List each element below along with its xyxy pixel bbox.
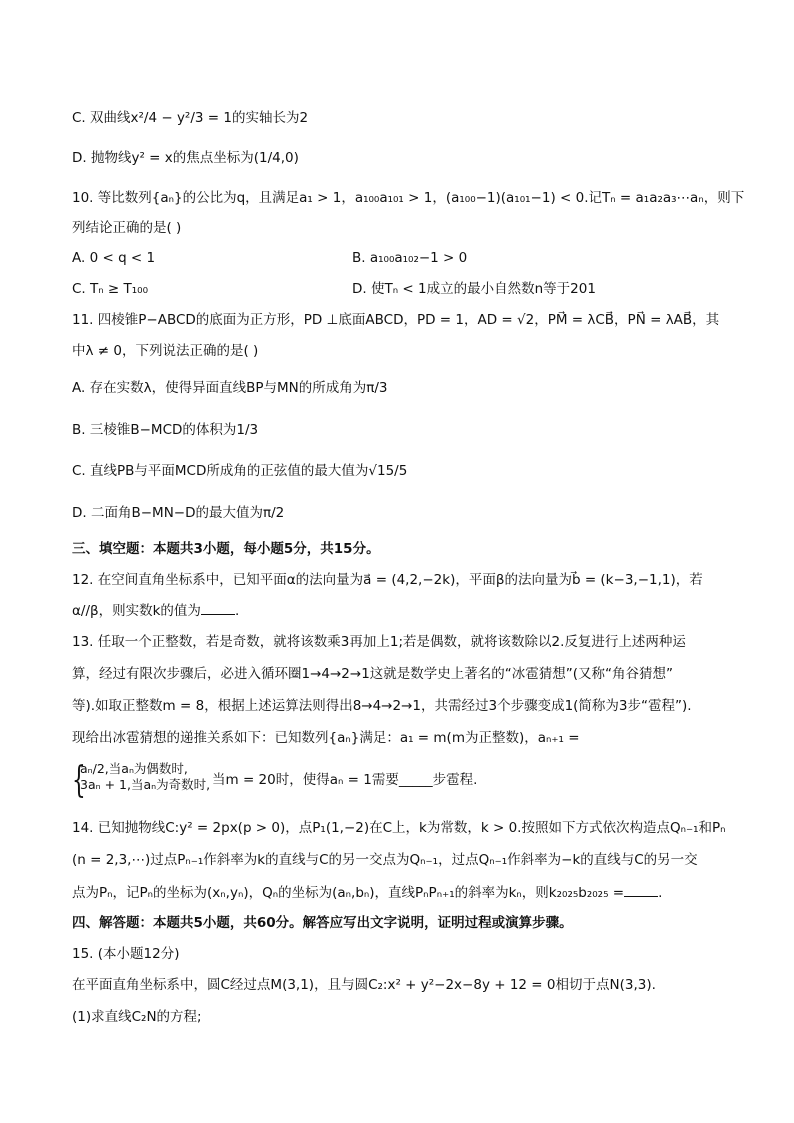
q10-option-a: A. 0 < q < 1: [72, 250, 156, 266]
q13-tail: 当m = 20时，使得aₙ = 1需要_____步雹程.: [212, 772, 478, 788]
q12-line1: 12. 在空间直角坐标系中，已知平面α的法向量为a⃗ = (4,2,−2k)，平面β的法向量为b⃗ = (k−3,−1,1)，若: [72, 572, 703, 588]
answer-blank[interactable]: [624, 882, 658, 897]
q11-option-d: D. 二面角B−MN−D的最大值为π/2: [72, 505, 285, 521]
q15-part1: (1)求直线C₂N的方程;: [72, 1009, 202, 1025]
q13-line3: 等).如取正整数m = 8，根据上述运算法则得出8→4→2→1，共需经过3个步骤变成1(简称为3步“雹程”).: [72, 698, 692, 714]
q10-stem-line1: 10. 等比数列{aₙ}的公比为q，且满足a₁ > 1，a₁₀₀a₁₀₁ > 1，(a₁₀₀−1)(a₁₀₁−1) < 0.记Tₙ = a₁a₂a₃⋯aₙ，则下: [72, 190, 745, 206]
q14-line1: 14. 已知抛物线C:y² = 2px(p > 0)，点P₁(1,−2)在C上，k为常数，k > 0.按照如下方式依次构造点Qₙ₋₁和Pₙ: [72, 820, 726, 836]
q14-line3: 点为Pₙ，记Pₙ的坐标为(xₙ,yₙ)，Qₙ的坐标为(aₙ,bₙ)，直线PₙPₙ₊₁的斜率为kₙ，则k₂₀₂₅b₂₀₂₅ = .: [72, 882, 734, 903]
q13-line1: 13. 任取一个正整数，若是奇数，就将该数乘3再加上1;若是偶数，就将该数除以2.反复进行上述两种运: [72, 634, 686, 650]
option-c-hyperbola: C. 双曲线x²/4 − y²/3 = 1的实轴长为2: [72, 110, 309, 126]
q10-option-b: B. a₁₀₀a₁₀₂−1 > 0: [352, 250, 468, 266]
q10-option-d: D. 使Tₙ < 1成立的最小自然数n等于201: [352, 281, 596, 297]
q12-line2: α//β，则实数k的值为 .: [72, 600, 734, 621]
answer-blank[interactable]: [201, 600, 235, 615]
q10-stem-line2: 列结论正确的是( ): [72, 220, 182, 236]
q12-text: α//β，则实数k的值为: [72, 603, 201, 619]
q14-line2: (n = 2,3,⋯)过点Pₙ₋₁作斜率为k的直线与C的另一交点为Qₙ₋₁，过点Qₙ₋₁作斜率为−k的直线与C的另一交: [72, 852, 698, 868]
q13-line2: 算，经过有限次步骤后，必进入循环圈1→4→2→1这就是数学史上著名的“冰雹猜想”(又称“角谷猜想”: [72, 666, 674, 682]
option-d-parabola: D. 抛物线y² = x的焦点坐标为(1/4,0): [72, 150, 299, 166]
q11-stem-line1: 11. 四棱锥P−ABCD的底面为正方形，PD ⊥底面ABCD，PD = 1，AD = √2，PM⃗ = λCB⃗，PN⃗ = λAB⃗，其: [72, 312, 720, 328]
q14-text: 点为Pₙ，记Pₙ的坐标为(xₙ,yₙ)，Qₙ的坐标为(aₙ,bₙ)，直线PₙPₙ₊₁的斜率为kₙ，则k₂₀₂₅b₂₀₂₅ =: [72, 885, 625, 901]
q15-heading: 15. (本小题12分): [72, 946, 180, 962]
q11-stem-line2: 中λ ≠ 0，下列说法正确的是( ): [72, 343, 259, 359]
q10-option-c: C. Tₙ ≥ T₁₀₀: [72, 281, 149, 297]
q15-body: 在平面直角坐标系中，圆C经过点M(3,1)，且与圆C₂:x² + y²−2x−8y + 12 = 0相切于点N(3,3).: [72, 977, 656, 993]
q11-option-c: C. 直线PB与平面MCD所成角的正弦值的最大值为√15/5: [72, 463, 408, 479]
q11-option-b: B. 三棱锥B−MCD的体积为1/3: [72, 422, 259, 438]
section-4-heading: 四、解答题：本题共5小题，共60分。解答应写出文字说明，证明过程或演算步骤。: [72, 915, 573, 931]
q11-option-a: A. 存在实数λ，使得异面直线BP与MN的所成角为π/3: [72, 380, 388, 396]
piecewise-case-odd: 3aₙ + 1,当aₙ为奇数时,: [80, 777, 211, 792]
brace-symbol: {: [72, 760, 86, 801]
piecewise-case-even: aₙ/2,当aₙ为偶数时,: [80, 761, 188, 776]
section-3-heading: 三、填空题：本题共3小题，每小题5分，共15分。: [72, 541, 380, 557]
q13-line4: 现给出冰雹猜想的递推关系如下：已知数列{aₙ}满足：a₁ = m(m为正整数)，aₙ₊₁ =: [72, 730, 580, 746]
